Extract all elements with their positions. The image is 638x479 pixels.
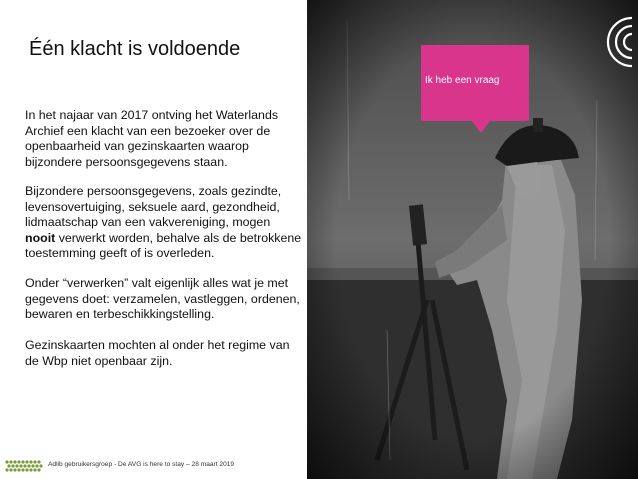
adlib-dots-logo-icon	[4, 459, 46, 473]
paragraph-processing: Onder “verwerken” valt eigenlijk alles wat je met gegevens doet: verzamelen, vastleggen, ordenen, bewaren en terbeschikkingstelling.	[25, 276, 300, 322]
paragraph-special-data	[25, 184, 303, 262]
slide-footer	[0, 455, 307, 479]
question-bubble-label[interactable]: Ik heb een vraag	[425, 75, 500, 86]
speech-bubble-tail	[472, 121, 490, 133]
paragraph-special-data-part2: verwerkt worden, behalve als de betrokkene toestemming geeft of is overleden.	[25, 230, 302, 261]
paragraph-special-data-part1: Bijzondere persoonsgegevens, zoals gezindte, levensovertuiging, seksuele aard, gezondheid, lidmaatschap van een vakvereniging, mogen	[25, 184, 282, 230]
archive-logo-icon	[592, 8, 634, 78]
emphasis-nooit: nooit	[25, 230, 56, 245]
paragraph-wbp: Gezinskaarten mochten al onder het regime van de Wbp niet openbaar zijn.	[25, 338, 290, 368]
footer-text: Adlib gebruikersgroep - De AVG is here to stay – 28 maart 2019	[48, 461, 235, 468]
paragraph-complaint: In het najaar van 2017 ontving het Waterlands Archief een klacht van een bezoeker over de openbaarheid van gezinskaarten waarop bijzondere persoonsgegevens staan.	[25, 108, 279, 169]
slide-text-panel	[0, 0, 307, 479]
slide-title: Één klacht is voldoende	[29, 38, 241, 60]
